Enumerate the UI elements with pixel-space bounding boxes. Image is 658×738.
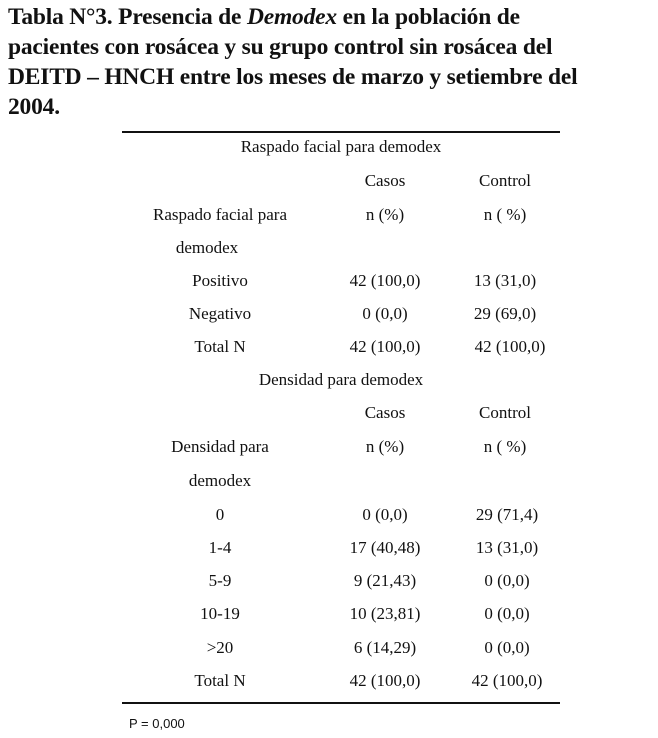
table-cell-casos: 10 (23,81) (349, 604, 421, 623)
table-bottom-rule (122, 702, 560, 704)
table-top-rule (122, 131, 560, 133)
table-title (8, 2, 653, 122)
section-2-row-label-cont: demodex (188, 471, 252, 490)
p-value-footnote: P = 0,000 (129, 716, 185, 731)
section-2-casos-unit: n (%) (365, 437, 405, 456)
table-cell-casos: 17 (40,48) (349, 538, 421, 557)
section-2-control-header: Control (479, 403, 531, 422)
table-row-label: Negativo (188, 304, 252, 323)
table-cell-casos: 6 (14,29) (353, 638, 417, 657)
section-2-control-unit: n ( %) (483, 437, 527, 456)
table-row-label: 1-4 (208, 538, 232, 557)
section-1-row-label-cont: demodex (175, 238, 239, 257)
section-1-casos-header: Casos (364, 171, 406, 190)
table-cell-control: 13 (31,0) (475, 538, 539, 557)
section-2-casos-header: Casos (364, 403, 406, 422)
title-line-2: pacientes con rosácea y su grupo control sin rosácea del (8, 34, 553, 60)
section-1-control-unit: n ( %) (483, 205, 527, 224)
table-cell-control: 13 (31,0) (473, 271, 537, 290)
table-cell-control: 29 (69,0) (473, 304, 537, 323)
title-line-4: 2004. (8, 94, 60, 120)
title-genus-name: Demodex (246, 4, 337, 30)
table-row-label: Total N (194, 671, 246, 690)
table-row-label: Total N (194, 337, 246, 356)
table-cell-control: 29 (71,4) (475, 505, 539, 524)
title-line-1-end: en la población de (336, 4, 520, 30)
table-cell-control: 42 (100,0) (474, 337, 546, 356)
table-cell-control: 0 (0,0) (484, 604, 530, 623)
title-line-1-start: Tabla N°3. Presencia de (8, 4, 247, 30)
table-row-label: >20 (206, 638, 234, 657)
table-cell-casos: 42 (100,0) (349, 337, 421, 356)
table-cell-casos: 0 (0,0) (362, 505, 408, 524)
table-cell-casos: 9 (21,43) (353, 571, 417, 590)
section-2-row-label: Densidad para (171, 437, 269, 456)
section-1-casos-unit: n (%) (365, 205, 405, 224)
table-cell-casos: 42 (100,0) (349, 671, 421, 690)
table-cell-control: 0 (0,0) (484, 638, 530, 657)
section-2-heading: Densidad para demodex (258, 370, 424, 389)
section-1-control-header: Control (479, 171, 531, 190)
section-1-heading: Raspado facial para demodex (240, 137, 442, 156)
table-cell-casos: 0 (0,0) (362, 304, 408, 323)
section-1-row-label: Raspado facial para (152, 205, 288, 224)
table-row-label: Positivo (192, 271, 248, 290)
table-cell-casos: 42 (100,0) (349, 271, 421, 290)
table-row-label: 5-9 (208, 571, 232, 590)
title-line-1 (8, 2, 653, 32)
table-cell-control: 0 (0,0) (484, 571, 530, 590)
title-line-3: DEITD – HNCH entre los meses de marzo y setiembre del (8, 64, 578, 90)
table-cell-control: 42 (100,0) (471, 671, 543, 690)
table-row-label: 10-19 (200, 604, 240, 623)
table-row-label: 0 (215, 505, 225, 524)
